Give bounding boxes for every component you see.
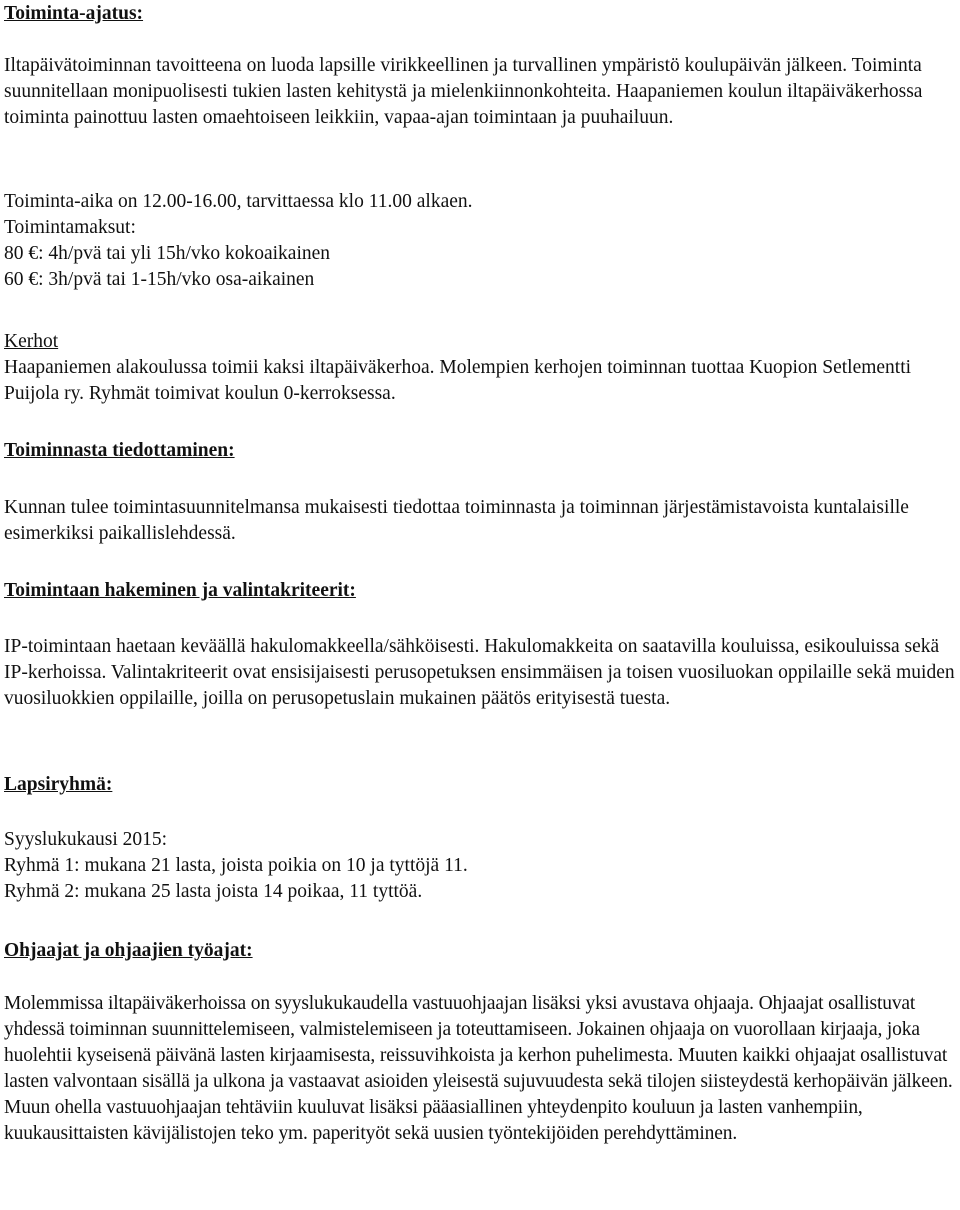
text-ryhma-2: Ryhmä 2: mukana 25 lasta joista 14 poikaa, 11 tyttöä.	[4, 881, 423, 902]
section-tiedottaminen	[4, 438, 956, 464]
text-syyslukukausi: Syyslukukausi 2015:	[4, 829, 168, 850]
heading-tiedottaminen: Toiminnasta tiedottaminen:	[4, 440, 235, 461]
paragraph-ohjaajat: Molemmissa iltapäiväkerhoissa on syyslukukaudella vastuuohjaajan lisäksi yksi avustava ohjaaja. Ohjaajat osallistuvat yhdessä toiminnan suunnittelemiseen, valmistelemiseen ja toteuttamiseen. Jokainen ohjaaja on vuorollaan kirjaaja, joka huolehtii kyseisenä päivänä lasten kirjaamisesta, reissuvihkoista ja kerhon puhelimesta. Muuten kaikki ohjaajat osallistuvat lasten valvontaan sisällä ja ulkona ja vastaavat asioiden yleisestä sujuvuudesta sekä tilojen siisteydestä kerhopäivän jälkeen. Muun ohella vastuuohjaajan tehtäviin kuuluvat lisäksi pääasiallinen yhteydenpito kouluun ja lasten vanhempiin, kuukausittaisten kävijälistojen teko ym. paperityöt sekä uusien työntekijöiden perehdyttäminen.	[4, 993, 953, 1144]
text-toimintamaksut-label: Toimintamaksut:	[4, 217, 136, 238]
section-tiedottaminen-body	[4, 495, 956, 547]
heading-ohjaajat: Ohjaajat ja ohjaajien työajat:	[4, 940, 253, 961]
section-lapsiryhma-body	[4, 827, 956, 905]
paragraph-kerhot: Haapaniemen alakoulussa toimii kaksi iltapäiväkerhoa. Molempien kerhojen toiminnan tuottaa Kuopion Setlementti Puijola ry. Ryhmät toimivat koulun 0-kerroksessa.	[4, 357, 912, 404]
paragraph-hakeminen: IP-toimintaan haetaan keväällä hakulomakkeella/sähköisesti. Hakulomakkeita on saatavilla kouluissa, esikouluissa sekä IP-kerhoissa. Valintakriteerit ovat ensisijaisesti perusopetuksen ensimmäisen ja toisen vuosiluokan oppilaille sekä muiden vuosiluokkien oppilaille, joilla on perusopetuslain mukainen päätös erityisestä tuesta.	[4, 636, 955, 709]
section-kerhot	[4, 329, 956, 407]
text-fee-part-time: 60 €: 3h/pvä tai 1-15h/vko osa-aikainen	[4, 269, 315, 290]
section-ohjaajat-body	[4, 991, 956, 1147]
heading-hakeminen: Toimintaan hakeminen ja valintakriteerit:	[4, 580, 356, 601]
section-hakeminen-body	[4, 634, 956, 712]
text-ryhma-1: Ryhmä 1: mukana 21 lasta, joista poikia on 10 ja tyttöjä 11.	[4, 855, 468, 876]
text-fee-full-time: 80 €: 4h/pvä tai yli 15h/vko kokoaikainen	[4, 243, 331, 264]
section-hakeminen	[4, 578, 956, 604]
section-toiminta-aika	[4, 189, 956, 293]
section-toiminta-ajatus-body	[4, 53, 956, 131]
paragraph-toiminta-ajatus: Iltapäivätoiminnan tavoitteena on luoda lapsille virikkeellinen ja turvallinen ympäristö koulupäivän jälkeen. Toiminta suunnitellaan monipuolisesti tukien lasten kehitystä ja mielenkiinnonkohteita. Haapaniemen koulun iltapäiväkerhossa toiminta painottuu lasten omaehtoiseen leikkiin, vapaa-ajan toimintaan ja puuhailuun.	[4, 55, 923, 128]
heading-toiminta-ajatus: Toiminta-ajatus:	[4, 3, 144, 24]
heading-kerhot: Kerhot	[4, 331, 59, 352]
heading-lapsiryhma: Lapsiryhmä:	[4, 774, 113, 795]
section-lapsiryhma	[4, 772, 956, 798]
text-toiminta-aika: Toiminta-aika on 12.00-16.00, tarvittaessa klo 11.00 alkaen.	[4, 191, 473, 212]
section-ohjaajat	[4, 938, 956, 964]
paragraph-tiedottaminen: Kunnan tulee toimintasuunnitelmansa mukaisesti tiedottaa toiminnasta ja toiminnan järjestämistavoista kuntalaisille esimerkiksi paikallislehdessä.	[4, 497, 909, 544]
section-toiminta-ajatus	[4, 1, 956, 27]
